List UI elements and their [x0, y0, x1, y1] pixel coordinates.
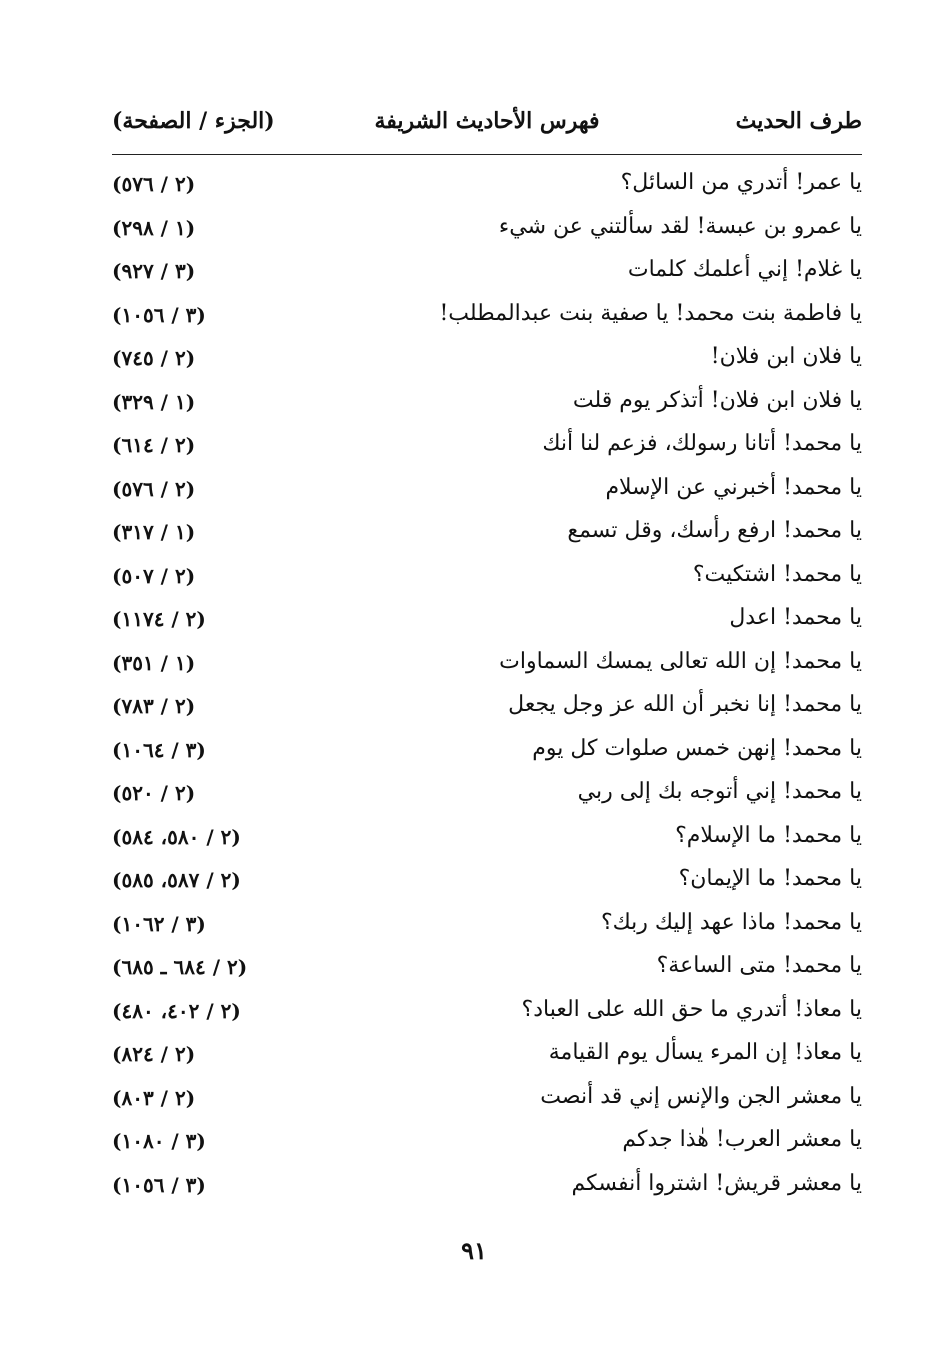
page-number: ٩١ [461, 1236, 487, 1265]
list-item [112, 1121, 862, 1165]
volume-page-ref: (٢ / ٥٧٦) [112, 476, 196, 501]
hadith-text: يا محمد! أتانا رسولك، فزعم لنا أنك [542, 431, 862, 456]
hadith-text: يا محمد! إني أتوجه بك إلى ربي [577, 779, 862, 804]
hadith-text: يا محمد! إن الله تعالى يمسك السماوات [499, 648, 862, 674]
list-item [112, 425, 862, 469]
header-divider [112, 154, 862, 155]
list-item [112, 904, 862, 948]
list-item [112, 599, 862, 643]
volume-page-ref: (٢ / ٤٠٢، ٤٨٠) [112, 998, 241, 1023]
volume-page-ref: (٢ / ٧٤٥) [112, 346, 196, 370]
list-item [112, 643, 862, 687]
hadith-text: يا معاذ! إن المرء يسأل يوم القيامة [548, 1040, 862, 1065]
hadith-text: يا محمد! ماذا عهد إليك ربك؟ [600, 909, 862, 935]
hadith-text: يا محمد! ما الإسلام؟ [675, 822, 862, 848]
hadith-text: يا عمرو بن عبسة! لقد سألتني عن شيء [498, 213, 862, 239]
list-item [112, 251, 862, 295]
hadith-text: يا غلام! إني أعلمك كلمات [627, 257, 862, 282]
hadith-text: يا محمد! إنا نخبر أن الله عز وجل يجعل [508, 692, 862, 717]
hadith-text: يا محمد! أخبرني عن الإسلام [605, 474, 862, 500]
volume-page-ref: (٢ / ٧٨٣) [112, 694, 196, 718]
hadith-text: يا معشر قريش! اشتروا أنفسكم [571, 1170, 862, 1196]
list-item [112, 1034, 862, 1078]
list-item [112, 164, 862, 208]
list-item [112, 686, 862, 730]
hadith-text: يا فلان ابن فلان! أتذكر يوم قلت [572, 387, 862, 413]
volume-page-ref: (٣ / ١٠٦٤) [112, 737, 206, 762]
volume-page-ref: (٣ / ٩٢٧) [112, 259, 196, 283]
volume-page-ref: (٢ / ٦٨٤ ـ ٦٨٥) [112, 955, 248, 979]
hadith-text: يا محمد! متى الساعة؟ [656, 953, 862, 978]
volume-page-ref: (٢ / ٥٧٦) [112, 172, 196, 196]
list-item [112, 860, 862, 904]
list-item [112, 556, 862, 600]
hadith-text: يا محمد! ارفع رأسك، وقل تسمع [567, 518, 862, 543]
hadith-text: يا محمد! ما الإيمان؟ [678, 866, 862, 891]
list-item [112, 1165, 862, 1209]
list-item [112, 382, 862, 426]
volume-page-ref: (١ / ٣١٧) [112, 520, 196, 544]
hadith-text: يا محمد! اشتكيت؟ [692, 561, 862, 587]
volume-page-ref: (١ / ٣٢٩) [112, 389, 196, 414]
list-item [112, 730, 862, 774]
volume-page-ref: (٣ / ١٠٦٢) [112, 911, 206, 936]
volume-page-ref: (٣ / ١٠٨٠) [112, 1129, 206, 1153]
volume-page-ref: (٢ / ٦١٤) [112, 433, 196, 457]
list-item [112, 295, 862, 339]
list-item [112, 817, 862, 861]
volume-page-ref: (٢ / ٥٢٠) [112, 781, 196, 805]
header-hadith-column-title: طرف الحديث [735, 108, 862, 134]
hadith-text: يا محمد! اعدل [729, 605, 862, 630]
hadith-text: يا فاطمة بنت محمد! يا صفية بنت عبدالمطلب! [439, 300, 862, 326]
list-item [112, 512, 862, 556]
volume-page-ref: (٢ / ٥٠٧) [112, 563, 196, 588]
header-volume-page-column-title: (الجزء / الصفحة) [112, 108, 275, 134]
list-item [112, 469, 862, 513]
volume-page-ref: (٢ / ٨٠٣) [112, 1085, 196, 1110]
list-item [112, 208, 862, 252]
list-item [112, 338, 862, 382]
hadith-text: يا عمر! أتدري من السائل؟ [620, 170, 862, 195]
volume-page-ref: (٢ / ٨٢٤) [112, 1042, 196, 1066]
list-item [112, 991, 862, 1035]
hadith-text: يا محمد! إنهن خمس صلوات كل يوم [532, 735, 862, 761]
volume-page-ref: (١ / ٢٩٨) [112, 215, 196, 240]
volume-page-ref: (٣ / ١٠٥٦) [112, 1172, 206, 1197]
list-item [112, 773, 862, 817]
volume-page-ref: (٢ / ٥٨٠، ٥٨٤) [112, 824, 241, 849]
header-index-title: فهرس الأحاديث الشريفة [374, 108, 600, 134]
volume-page-ref: (٢ / ١١٧٤) [112, 607, 206, 631]
page-header [112, 108, 862, 148]
volume-page-ref: (٣ / ١٠٥٦) [112, 302, 206, 327]
volume-page-ref: (٢ / ٥٨٧، ٥٨٥) [112, 868, 241, 892]
hadith-index-list [112, 164, 862, 1208]
list-item [112, 947, 862, 991]
hadith-text: يا معاذ! أتدري ما حق الله على العباد؟ [521, 996, 862, 1022]
volume-page-ref: (١ / ٣٥١) [112, 650, 196, 675]
hadith-text: يا معشر الجن والإنس إني قد أنصت [540, 1083, 862, 1109]
hadith-text: يا فلان ابن فلان! [710, 344, 862, 369]
list-item [112, 1078, 862, 1122]
hadith-text: يا معشر العرب! هٰذا جدكم [622, 1127, 862, 1152]
